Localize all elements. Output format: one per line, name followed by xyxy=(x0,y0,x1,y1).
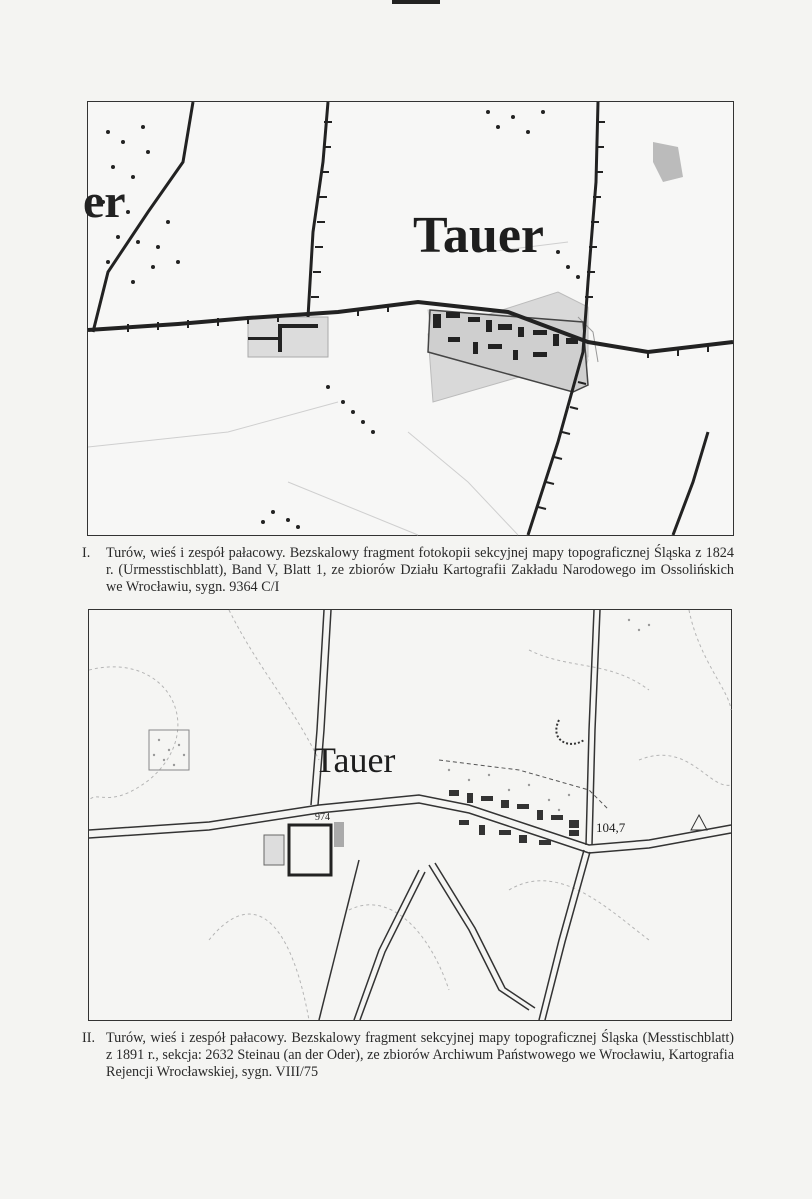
figure-2-caption xyxy=(82,1030,734,1081)
figure-2-number: II. xyxy=(82,1030,95,1046)
map1-fragment-label: er xyxy=(83,175,126,228)
map-1891-messtischblatt xyxy=(88,609,732,1021)
map-1891-graphic xyxy=(89,610,731,1020)
figure-1-caption-text: Turów, wieś i zespół pałacowy. Bezskalowy fragment fotokopii sekcyjnej mapy topograficznej Śląska z 1824 r. (Urmesstischblatt), Band V, Blatt 1, ze zbiorów Działu Kartografii Zakładu Narodowego im Ossolińskich we Wrocławiu, sygn. 9364 C/I xyxy=(106,545,734,595)
figure-2-caption-text: Turów, wieś i zespół pałacowy. Bezskalowy fragment sekcyjnej mapy topograficznej Śląska (Messtischblatt) z 1891 r., sekcja: 2632 Steinau (an der Oder), ze zbiorów Archiwum Państwowego we Wrocławiu, Kartografia Rejencji Wrocławskiej, sygn. VIII/75 xyxy=(106,1030,734,1080)
map1-village-label: Tauer xyxy=(413,207,544,264)
map2-village-label: Tauer xyxy=(314,740,396,780)
map-1824-graphic xyxy=(83,102,733,535)
figure-1-caption xyxy=(82,545,734,596)
map2-elevation-label: 104,7 xyxy=(596,820,626,835)
map2-building-number: 974 xyxy=(315,812,330,823)
top-edge-mark xyxy=(392,0,440,4)
map-1824-urmesstischblatt xyxy=(83,101,734,536)
figure-1-number: I. xyxy=(82,545,91,561)
